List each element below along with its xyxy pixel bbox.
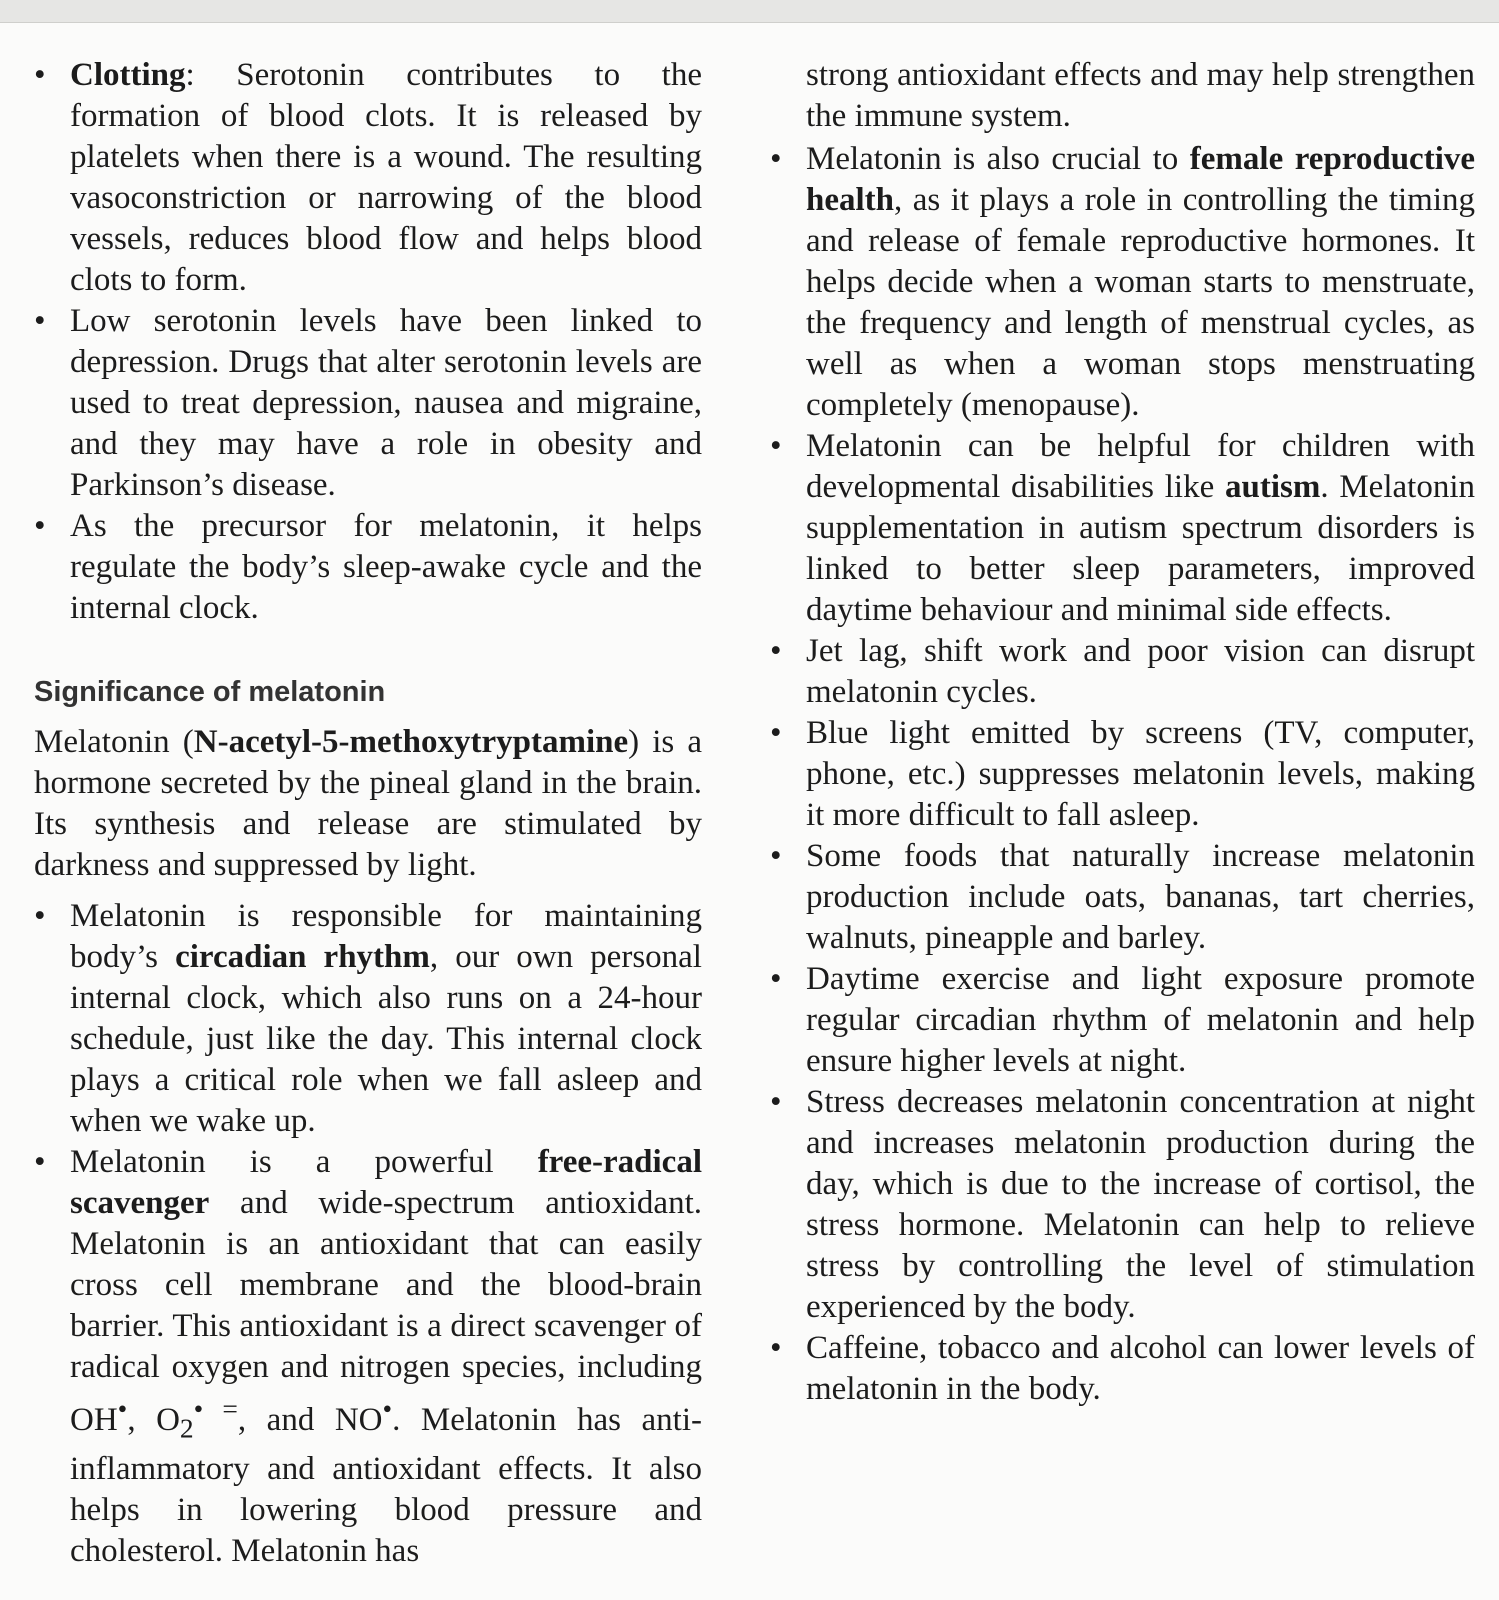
scavenger-sep2: , and NO <box>237 1402 383 1438</box>
autism-post: . Melatonin supplementation in autism spectrum disorders is linked to better sleep parameters, improved daytime behaviour and minimal side effects. <box>806 469 1475 628</box>
bullet-precursor <box>34 506 702 629</box>
scavenger-sep1: , O <box>127 1402 180 1438</box>
intro-chemical-name: N-acetyl-5-methoxytryptamine <box>193 724 629 760</box>
section-heading: Significance of melatonin <box>34 676 386 708</box>
radical-dot-1: • <box>117 1393 128 1424</box>
bullet-depression <box>34 301 702 506</box>
circadian-pre: Melatonin is responsible for maintaining body’s <box>70 898 702 975</box>
right-column <box>770 55 1475 1410</box>
autism-pre: Melatonin can be helpful for children with developmental disabilities like <box>806 428 1475 505</box>
scavenger-mid: and wide-spectrum antioxidant. Melatonin is an antioxidant that can easily cross cell membrane and the blood-brain barrier. This antioxidant is a direct scavenger of radical oxygen and nitrogen species, including OH <box>70 1185 702 1438</box>
continuation-paragraph: strong antioxidant effects and may help strengthen the immune system. <box>806 57 1475 134</box>
stress-text: Stress decreases melatonin concentration at night and increases melatonin production during the day, which is due to the increase of cortisol, the stress hormone. Melatonin can help to relieve stress by controlling the level of stimulation experienced by the body. <box>806 1084 1475 1325</box>
exercise-text: Daytime exercise and light exposure promote regular circadian rhythm of melatonin and help ensure higher levels at night. <box>806 961 1475 1079</box>
reproductive-post: , as it plays a role in controlling the timing and release of female reproductive hormones. It helps decide when a woman starts to menstruate, the frequency and length of menstrual cycles, as well as when a woman stops menstruating completely (menopause). <box>806 182 1475 423</box>
bullet-clotting <box>34 55 702 301</box>
intro-post: ) is a hormone secreted by the pineal gland in the brain. Its synthesis and release are stimulated by darkness and suppressed by light. <box>34 724 702 883</box>
oxygen-subscript: 2 <box>179 1412 194 1444</box>
bullet-reproductive <box>770 139 1475 426</box>
bullet-scavenger <box>34 1142 702 1572</box>
bullet-caffeine <box>770 1328 1475 1410</box>
bullet-stress <box>770 1082 1475 1328</box>
bullet-jet-lag <box>770 631 1475 713</box>
blue-light-text: Blue light emitted by screens (TV, computer, phone, etc.) suppresses melatonin levels, making it more difficult to fall asleep. <box>806 715 1475 833</box>
jet-lag-text: Jet lag, shift work and poor vision can disrupt melatonin cycles. <box>806 633 1475 710</box>
bullet-blue-light <box>770 713 1475 836</box>
scavenger-post: . Melatonin has anti-inflammatory and antioxidant effects. It also helps in lowering blood pressure and cholesterol. Melatonin has <box>70 1402 703 1569</box>
circadian-term: circadian rhythm <box>175 939 430 975</box>
depression-text: Low serotonin levels have been linked to depression. Drugs that alter serotonin levels are used to treat depression, nausea and migraine, and they may have a role in obesity and Parkinson’s disease. <box>70 303 702 503</box>
reproductive-term: female reproductive health <box>806 141 1476 218</box>
page-top-edge <box>0 0 1499 23</box>
bullet-foods <box>770 836 1475 959</box>
bullet-autism <box>770 426 1475 631</box>
clotting-term: Clotting <box>70 57 186 93</box>
left-column <box>34 55 702 1572</box>
radical-dot-3: • <box>382 1393 393 1424</box>
foods-text: Some foods that naturally increase melatonin production include oats, bananas, tart cherries, walnuts, pineapple and barley. <box>806 838 1475 956</box>
scavenger-term: free-radical scavenger <box>70 1144 702 1221</box>
superoxide-charge: • = <box>193 1393 238 1424</box>
reproductive-pre: Melatonin is also crucial to <box>806 141 1190 177</box>
autism-term: autism <box>1225 469 1321 505</box>
serotonin-bullet-list <box>34 55 702 629</box>
bullet-exercise <box>770 959 1475 1082</box>
clotting-text: : Serotonin contributes to the formation of blood clots. It is released by platelets when there is a wound. The resulting vasoconstriction or narrowing of the blood vessels, reduces blood flow and helps blood clots to form. <box>70 57 702 298</box>
melatonin-intro-paragraph <box>34 722 702 886</box>
circadian-post: , our own personal internal clock, which also runs on a 24-hour schedule, just like the day. This internal clock plays a critical role when we fall asleep and when we wake up. <box>70 939 702 1139</box>
caffeine-text: Caffeine, tobacco and alcohol can lower levels of melatonin in the body. <box>806 1330 1475 1407</box>
melatonin-bullet-list-right <box>770 139 1475 1410</box>
precursor-text: As the precursor for melatonin, it helps regulate the body’s sleep-awake cycle and the internal clock. <box>70 508 702 626</box>
melatonin-bullet-list-left <box>34 896 702 1572</box>
intro-pre: Melatonin ( <box>34 724 194 760</box>
scavenger-pre: Melatonin is a powerful <box>70 1144 538 1180</box>
bullet-circadian <box>34 896 702 1142</box>
